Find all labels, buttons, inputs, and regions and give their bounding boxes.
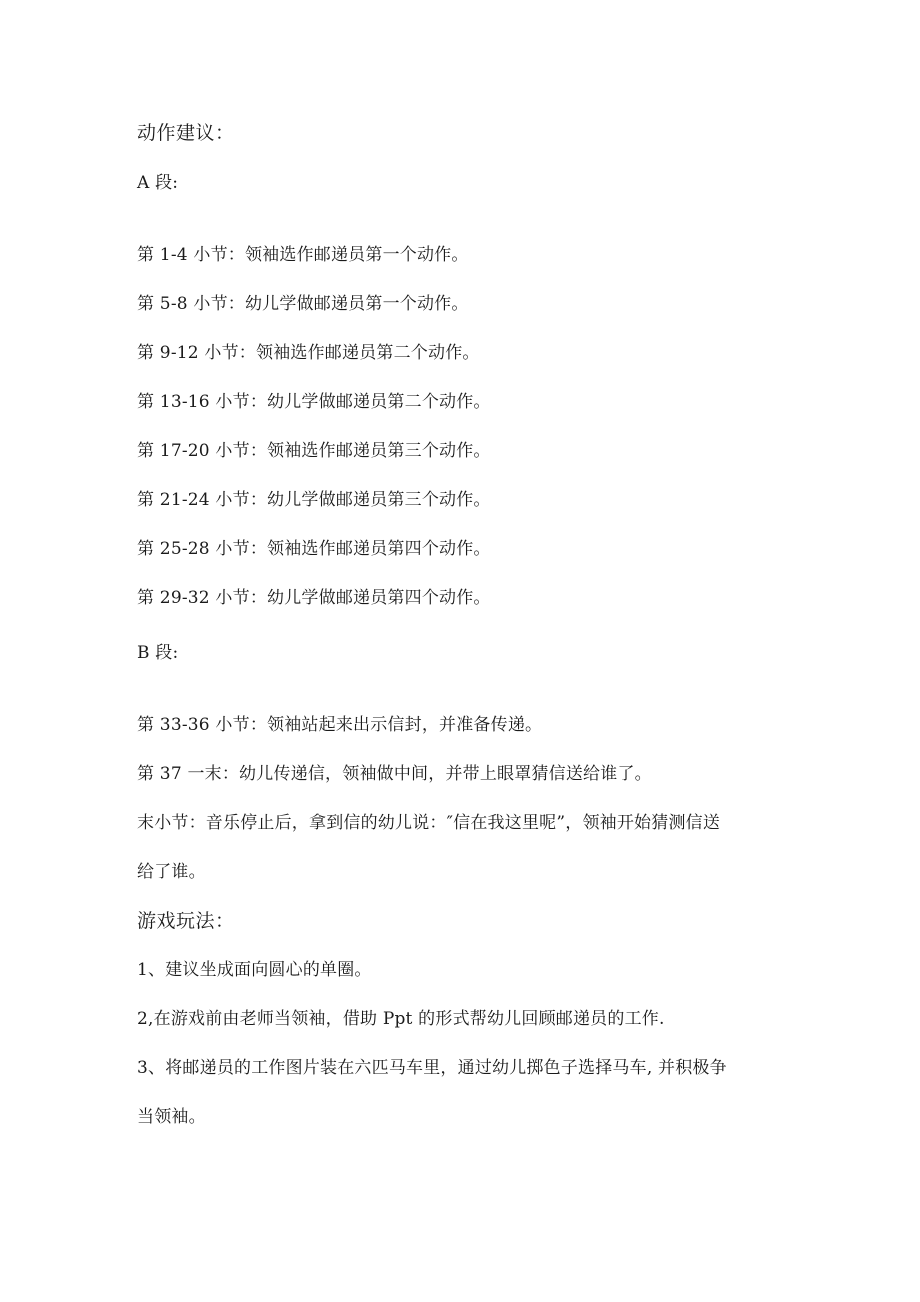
section-a-item: 第 1-4 小节：领袖选作邮递员第一个动作。	[137, 245, 469, 265]
gameplay-heading: 游戏玩法：	[137, 910, 235, 932]
section-a-item: 第 17-20 小节：领袖选作邮递员第三个动作。	[137, 441, 491, 461]
section-b-item: 给了谁。	[137, 862, 206, 882]
section-a-item: 第 21-24 小节：幼儿学做邮递员第三个动作。	[137, 490, 491, 510]
section-a-item: 第 25-28 小节：领袖选作邮递员第四个动作。	[137, 539, 491, 559]
section-a-label: A 段:	[137, 173, 179, 193]
section-a-item: 第 9-12 小节：领袖选作邮递员第二个动作。	[137, 343, 480, 363]
gameplay-item: 1、建议坐成面向圆心的单圈。	[137, 960, 372, 980]
gameplay-item: 2,在游戏前由老师当领袖，借助 Ppt 的形式帮幼儿回顾邮递员的工作.	[137, 1009, 665, 1029]
section-a-item: 第 13-16 小节：幼儿学做邮递员第二个动作。	[137, 392, 491, 412]
action-suggestion-heading: 动作建议：	[137, 122, 235, 144]
section-b-item: 第 37 一末：幼儿传递信，领袖做中间，并带上眼罩猜信送给谁了。	[137, 764, 652, 784]
section-b-item: 第 33-36 小节：领袖站起来出示信封，并准备传递。	[137, 715, 543, 735]
section-a-item: 第 5-8 小节：幼儿学做邮递员第一个动作。	[137, 294, 469, 314]
section-b-label: B 段:	[137, 643, 179, 663]
section-b-item: 末小节：音乐停止后，拿到信的幼儿说：″信在我这里呢”，领袖开始猜测信送	[137, 813, 721, 833]
section-a-item: 第 29-32 小节：幼儿学做邮递员第四个动作。	[137, 588, 491, 608]
gameplay-item: 3、将邮递员的工作图片装在六匹马车里，通过幼儿掷色子选择马车, 并积极争	[137, 1058, 727, 1078]
gameplay-item: 当领袖。	[137, 1107, 206, 1127]
